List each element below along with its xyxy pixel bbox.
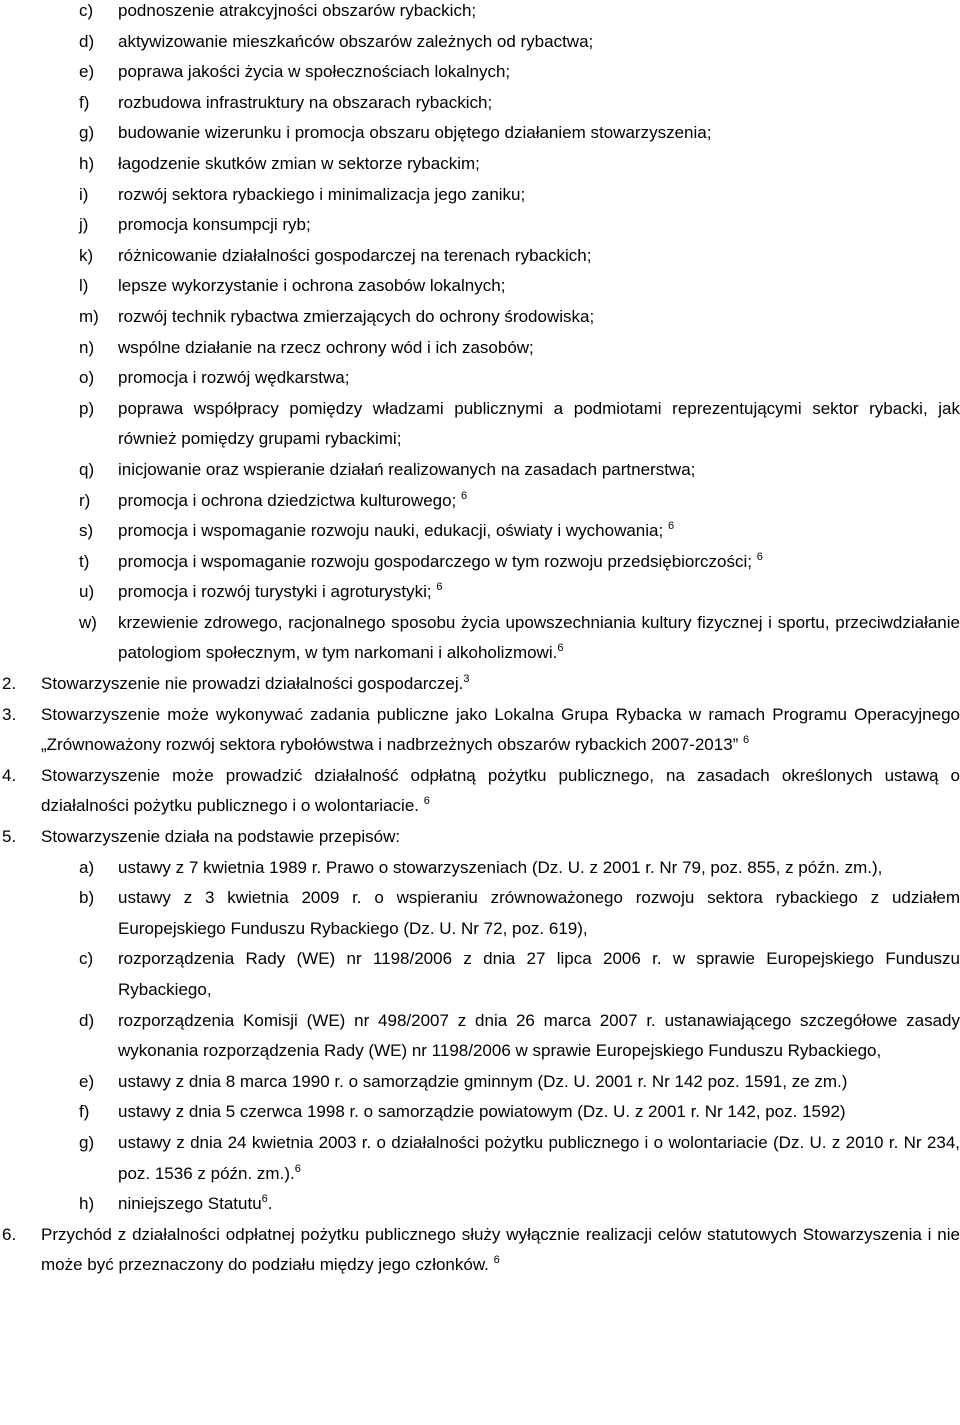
objective-item <box>0 547 960 578</box>
point-number: 3. <box>2 704 17 724</box>
list-item-label: j) <box>79 215 89 235</box>
list-item-text: ustawy z dnia 24 kwietnia 2003 r. o działalności pożytku publicznego i o wolontariacie (Dz. U. z 2010 r. Nr 234, poz. 1536 z późn. zm.). <box>118 1132 960 1183</box>
list-item-text: promocja i wspomaganie rozwoju nauki, edukacji, oświaty i wychowania; <box>118 521 668 541</box>
footnote-ref: 6 <box>261 1193 268 1206</box>
list-item-label: d) <box>79 1010 95 1030</box>
point-2 <box>0 669 960 700</box>
objective-item <box>0 0 960 27</box>
objective-item <box>0 27 960 58</box>
list-item-label: g) <box>79 123 95 143</box>
objective-item <box>0 180 960 211</box>
footnote-ref: 6 <box>461 489 468 502</box>
point-6 <box>0 1220 960 1281</box>
list-item-label: i) <box>79 184 89 204</box>
list-item-label: w) <box>79 612 97 632</box>
objective-item <box>0 149 960 180</box>
objective-item <box>0 608 960 669</box>
objective-item <box>0 516 960 547</box>
list-item-text: podnoszenie atrakcyjności obszarów rybackich; <box>118 1 477 20</box>
list-item-text: ustawy z 7 kwietnia 1989 r. Prawo o stowarzyszeniach (Dz. U. z 2001 r. Nr 79, poz. 855, z późn. zm.), <box>118 857 883 877</box>
objective-item <box>0 118 960 149</box>
objective-item <box>0 210 960 241</box>
list-item-text: wspólne działanie na rzecz ochrony wód i ich zasobów; <box>118 337 534 357</box>
list-item-label: f) <box>79 92 90 112</box>
point-text: Stowarzyszenie działa na podstawie przepisów: <box>41 827 401 847</box>
legal-basis-item <box>0 1097 960 1128</box>
legal-basis-item <box>0 883 960 944</box>
list-item-text: rozbudowa infrastruktury na obszarach rybackich; <box>118 92 493 112</box>
objectives-list <box>0 0 960 669</box>
list-item-label: m) <box>79 306 99 326</box>
legal-basis-item <box>0 1006 960 1067</box>
list-item-text: rozwój sektora rybackiego i minimalizacja jego zaniku; <box>118 184 526 204</box>
list-item-text: niniejszego Statutu <box>118 1194 262 1214</box>
list-item-text: łagodzenie skutków zmian w sektorze rybackim; <box>118 153 480 173</box>
list-item-label: b) <box>79 888 95 908</box>
list-item-text: rozporządzenia Komisji (WE) nr 498/2007 z dnia 26 marca 2007 r. ustanawiającego szczegółowe zasady wykonania rozporządzenia Rady (WE) nr 1198/2006 w sprawie Europejskiego Funduszu Rybackiego, <box>118 1010 960 1061</box>
list-item-text: promocja i ochrona dziedzictwa kulturowego; <box>118 490 462 510</box>
point-3 <box>0 700 960 761</box>
footnote-ref: 6 <box>423 795 430 808</box>
list-item-text: poprawa jakości życia w społecznościach lokalnych; <box>118 62 511 82</box>
point-text: Stowarzyszenie może wykonywać zadania publiczne jako Lokalna Grupa Rybacka w ramach Programu Operacyjnego „Zrównoważony rozwój sektora rybołówstwa i nadbrzeżnych obszarów rybackich 2007-2013” <box>41 704 960 755</box>
point-number: 2. <box>2 674 17 694</box>
legal-basis-item <box>0 1128 960 1189</box>
point-number: 5. <box>2 827 17 847</box>
objective-item <box>0 333 960 364</box>
legal-basis-item <box>0 1189 960 1220</box>
list-item-label: q) <box>79 459 95 479</box>
list-item-label: e) <box>79 62 95 82</box>
list-item-label: c) <box>79 949 94 969</box>
footnote-ref: 6 <box>294 1162 301 1175</box>
list-item-text: lepsze wykorzystanie i ochrona zasobów lokalnych; <box>118 276 506 296</box>
list-item-text: aktywizowanie mieszkańców obszarów zależnych od rybactwa; <box>118 31 594 51</box>
objective-item <box>0 88 960 119</box>
list-item-label: e) <box>79 1071 95 1091</box>
list-item-label: g) <box>79 1132 95 1152</box>
list-item-label: l) <box>79 276 89 296</box>
list-item-text: ustawy z dnia 8 marca 1990 r. o samorządzie gminnym (Dz. U. 2001 r. Nr 142 poz. 1591, ze zm.) <box>118 1071 848 1091</box>
list-item-label: h) <box>79 1194 95 1214</box>
list-item-text: budowanie wizerunku i promocja obszaru objętego działaniem stowarzyszenia; <box>118 123 712 143</box>
list-item-label: f) <box>79 1102 90 1122</box>
list-item-text: promocja konsumpcji ryb; <box>118 215 311 235</box>
objective-item <box>0 577 960 608</box>
list-item-text: ustawy z 3 kwietnia 2009 r. o wspieraniu zrównoważonego rozwoju sektora rybackiego z udziałem Europejskiego Funduszu Rybackiego (Dz. U. Nr 72, poz. 619), <box>118 888 960 938</box>
objective-item <box>0 271 960 302</box>
list-item-label: o) <box>79 368 95 388</box>
objective-item <box>0 302 960 333</box>
list-item-label: h) <box>79 153 95 173</box>
list-item-text: rozwój technik rybactwa zmierzających do ochrony środowiska; <box>118 306 595 326</box>
legal-basis-item <box>0 944 960 1005</box>
objective-item <box>0 455 960 486</box>
footnote-ref: 6 <box>743 734 750 747</box>
objective-item <box>0 363 960 394</box>
list-item-label: u) <box>79 582 95 602</box>
list-item-text: ustawy z dnia 5 czerwca 1998 r. o samorządzie powiatowym (Dz. U. z 2001 r. Nr 142, poz. 1592) <box>118 1102 846 1122</box>
list-item-text: promocja i wspomaganie rozwoju gospodarczego w tym rozwoju przedsiębiorczości; <box>118 551 757 571</box>
list-item-label: a) <box>79 857 95 877</box>
list-item-text: krzewienie zdrowego, racjonalnego sposobu życia upowszechniania kultury fizycznej i sportu, przeciwdziałanie patologiom społecznym, w tym narkomani i alkoholizmowi. <box>118 612 960 663</box>
list-item-text: promocja i rozwój wędkarstwa; <box>118 368 350 388</box>
objective-item <box>0 241 960 272</box>
point-number: 4. <box>2 765 17 785</box>
point-text: Stowarzyszenie może prowadzić działalność odpłatną pożytku publicznego, na zasadach określonych ustawą o działalności pożytku publicznego i o wolontariacie. <box>41 765 960 816</box>
list-item-label: t) <box>79 551 90 571</box>
list-item-text: rozporządzenia Rady (WE) nr 1198/2006 z dnia 27 lipca 2006 r. w sprawie Europejskiego Funduszu Rybackiego, <box>118 949 960 999</box>
objective-item <box>0 57 960 88</box>
footnote-ref: 6 <box>436 581 443 594</box>
legal-basis-item <box>0 1067 960 1098</box>
point-5 <box>0 822 960 853</box>
list-item-label: k) <box>79 245 94 265</box>
point-number: 6. <box>2 1224 17 1244</box>
footnote-ref: 6 <box>667 520 675 533</box>
list-item-text: promocja i rozwój turystyki i agroturystyki; <box>118 582 437 602</box>
list-item-label: c) <box>79 1 94 20</box>
point-4 <box>0 761 960 822</box>
list-item-text: inicjowanie oraz wspieranie działań realizowanych na zasadach partnerstwa; <box>118 459 696 479</box>
footnote-ref: 3 <box>463 673 470 686</box>
list-item-label: p) <box>79 398 95 418</box>
objective-item <box>0 486 960 517</box>
point-text: Stowarzyszenie nie prowadzi działalności gospodarczej. <box>41 674 464 694</box>
footnote-ref: 6 <box>493 1254 500 1267</box>
list-item-punctuation: . <box>267 1194 273 1214</box>
list-item-text: poprawa współpracy pomiędzy władzami publicznymi a podmiotami reprezentującymi sektor rybacki, jak również pomiędzy grupami rybackimi; <box>118 398 960 449</box>
list-item-label: d) <box>79 31 95 51</box>
footnote-ref: 6 <box>557 642 564 655</box>
legal-basis-list <box>0 853 960 1220</box>
footnote-ref: 6 <box>756 550 763 563</box>
list-item-text: różnicowanie działalności gospodarczej na terenach rybackich; <box>118 245 592 265</box>
point-text: Przychód z działalności odpłatnej pożytku publicznego służy wyłącznie realizacji celów statutowych Stowarzyszenia i nie może być przeznaczony do podziału między jego członków. <box>41 1224 960 1275</box>
list-item-label: r) <box>79 490 91 510</box>
objective-item <box>0 394 960 455</box>
list-item-label: s) <box>79 521 94 541</box>
legal-basis-item <box>0 853 960 884</box>
list-item-label: n) <box>79 337 95 357</box>
